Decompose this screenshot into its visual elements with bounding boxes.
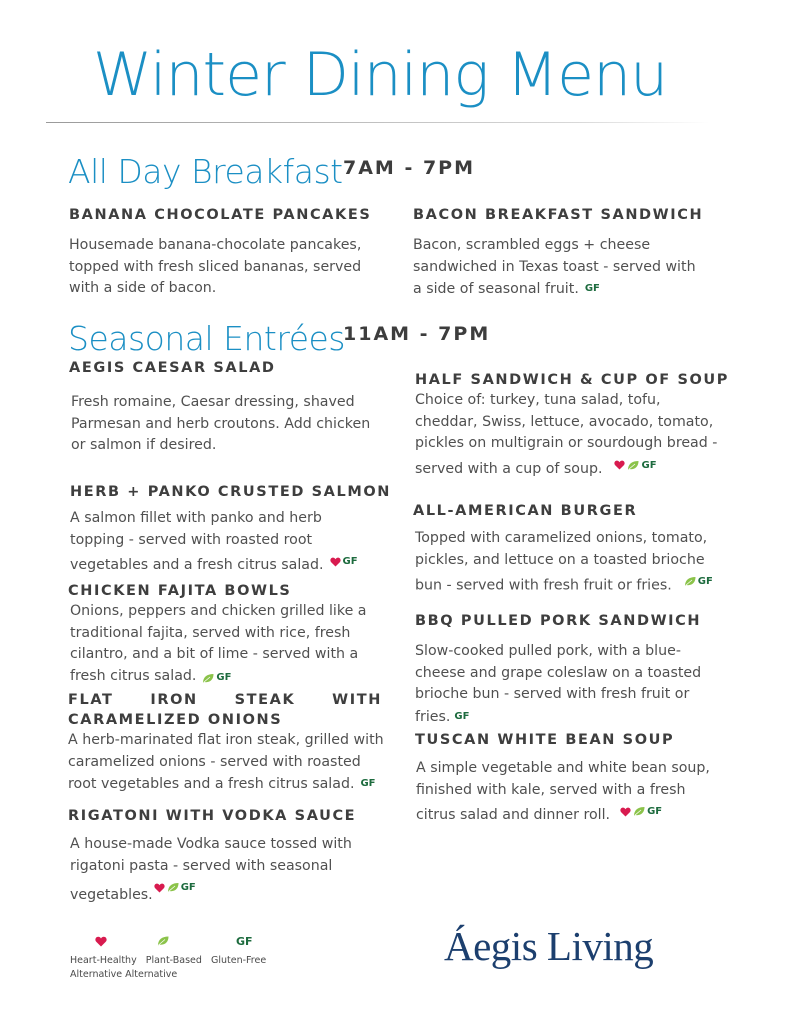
item-description: A house-made Vodka sauce tossed with rigatoni pasta - served with seasonal vegetables. [70, 836, 352, 903]
gluten-free-icon: GF [641, 459, 657, 471]
dietary-badges [330, 551, 358, 573]
menu-item [68, 808, 368, 906]
menu-item [70, 484, 392, 576]
item-name: RIGATONI WITH VODKA SAUCE [68, 808, 357, 824]
legend-plant-based-icon [157, 935, 169, 947]
legend-gluten-free-icon: GF [236, 935, 253, 948]
gluten-free-icon: GF [360, 778, 376, 789]
item-description: Onions, peppers and chicken grilled like a traditional fajita, served with rice, fresh cilantro, and a bit of lime - served with a fresh citrus salad. [70, 603, 367, 684]
heart-healthy-icon [620, 807, 631, 817]
dietary-badges [202, 667, 231, 689]
gluten-free-icon: GF [584, 283, 600, 294]
dietary-legend [70, 934, 270, 981]
entrees-section-title: Seasonal Entrées [68, 319, 345, 358]
item-description: Topped with caramelized onions, tomato, pickles, and lettuce on a toasted brioche bun - served with fresh fruit or fries. [415, 530, 708, 594]
entrees-hours: 11AM - 7PM [343, 323, 491, 345]
item-description: Choice of: turkey, tuna salad, tofu, cheddar, Swiss, lettuce, avocado, tomato, pickles on multigrain or sourdough bread - served with a cup of soup. [415, 392, 718, 477]
item-description: Housemade banana-chocolate pancakes, topped with fresh sliced bananas, served with a side of bacon. [69, 237, 362, 296]
item-name-continued: CARAMELIZED ONIONS [68, 712, 283, 728]
menu-item [413, 207, 708, 301]
dietary-badges [360, 773, 375, 795]
plant-based-icon [684, 576, 696, 587]
gluten-free-icon: GF [697, 576, 713, 587]
menu-item [68, 692, 388, 796]
item-name: ALL-AMERICAN BURGER [413, 503, 638, 519]
heart-healthy-icon [614, 460, 625, 470]
item-name: FLAT IRON STEAK WITH [68, 692, 382, 708]
item-description: Bacon, scrambled eggs + cheese sandwiched in Texas toast - served with a side of seasonal fruit. [413, 237, 696, 297]
item-name: BANANA CHOCOLATE PANCAKES [69, 207, 372, 223]
dietary-badges [684, 571, 713, 593]
item-name: HERB + PANKO CRUSTED SALMON [70, 484, 392, 500]
menu-item [69, 360, 389, 457]
item-description: Fresh romaine, Caesar dressing, shaved Parmesan and herb croutons. Add chicken or salmon if desired. [71, 394, 371, 453]
dietary-badges [614, 455, 656, 477]
item-name: TUSCAN WHITE BEAN SOUP [415, 732, 675, 748]
breakfast-section-title: All Day Breakfast [68, 152, 343, 191]
menu-item [413, 503, 718, 597]
legend-labels-continued: Alternative Alternative [70, 968, 178, 980]
heart-healthy-icon [330, 557, 341, 567]
legend-labels: Heart-Healthy Plant-Based Gluten-Free [70, 955, 267, 966]
plant-based-icon [202, 673, 214, 684]
item-description: A simple vegetable and white bean soup, finished with kale, served with a fresh citrus salad and dinner roll. [416, 760, 710, 823]
plant-based-icon [167, 882, 179, 893]
item-name: BBQ PULLED PORK SANDWICH [415, 613, 702, 629]
menu-item [68, 583, 388, 689]
item-name: CHICKEN FAJITA BOWLS [68, 583, 292, 599]
dietary-badges [585, 278, 600, 300]
menu-item [415, 613, 705, 728]
page-title: Winter Dining Menu [92, 40, 668, 110]
title-divider [46, 122, 710, 123]
plant-based-icon [627, 460, 639, 471]
menu-item [69, 207, 389, 300]
dietary-badges [154, 877, 196, 899]
item-description: A salmon fillet with panko and herb topping - served with roasted root vegetables and a fresh citrus salad. [70, 510, 324, 573]
menu-item [415, 372, 730, 480]
dietary-badges [620, 801, 662, 823]
gluten-free-icon: GF [454, 710, 470, 722]
gluten-free-icon: GF [342, 556, 358, 567]
item-description: Slow-cooked pulled pork, with a blue-cheese and grape coleslaw on a toasted brioche bun - served with fresh fruit or fries. [415, 643, 702, 725]
menu-item [415, 732, 725, 826]
item-name: HALF SANDWICH & CUP OF SOUP [415, 372, 730, 388]
legend-heart-healthy-icon [95, 936, 107, 947]
gluten-free-icon: GF [180, 882, 196, 893]
item-name: AEGIS CAESAR SALAD [69, 360, 276, 376]
gluten-free-icon: GF [647, 806, 663, 817]
heart-healthy-icon [154, 883, 165, 893]
aegis-living-logo: Áegis Living [444, 923, 654, 969]
item-description: A herb-marinated flat iron steak, grilled with caramelized onions - served with roasted root vegetables and a fresh citrus salad. [68, 732, 384, 792]
dietary-badges [454, 706, 469, 728]
plant-based-icon [633, 806, 645, 817]
item-name: BACON BREAKFAST SANDWICH [413, 207, 704, 223]
gluten-free-icon: GF [216, 672, 232, 684]
breakfast-hours: 7AM - 7PM [343, 157, 475, 179]
